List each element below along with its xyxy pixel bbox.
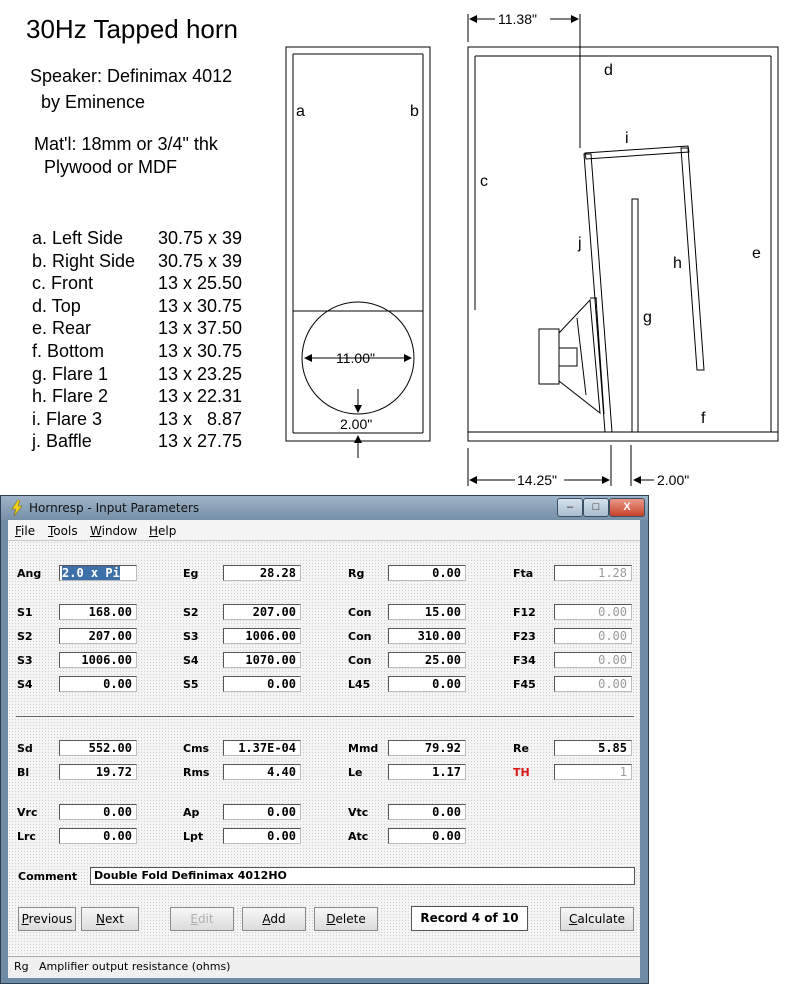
f12-label: F12 <box>513 606 536 619</box>
con1-label: Con <box>348 606 372 619</box>
sd-label: Sd <box>17 742 33 755</box>
part-dims: 13 x 23.25 <box>158 363 243 384</box>
re-label: Re <box>513 742 529 755</box>
speaker-line-1: Speaker: Definimax 4012 <box>30 66 233 86</box>
edit-button: Edit <box>170 907 234 931</box>
menu-help[interactable]: Help <box>149 524 177 538</box>
s3-label: S3 <box>183 630 199 643</box>
window-title: Hornresp - Input Parameters <box>29 501 200 515</box>
eg-field[interactable]: 28.28 <box>223 565 301 581</box>
atc-field[interactable]: 0.00 <box>388 828 466 844</box>
section-divider <box>16 716 634 717</box>
s2-field[interactable]: 207.00 <box>223 604 301 620</box>
cms-field[interactable]: 1.37E-04 <box>223 740 301 756</box>
vrc-field[interactable]: 0.00 <box>59 804 137 820</box>
lightning-icon <box>10 500 24 516</box>
ap-label: Ap <box>183 806 200 819</box>
dim-circle: 11.00" <box>336 350 375 366</box>
label-d: d <box>604 62 613 79</box>
part-dims: 13 x 25.50 <box>158 273 243 294</box>
s2b-field[interactable]: 207.00 <box>59 628 137 644</box>
part-dims: 30.75 x 39 <box>158 250 243 271</box>
dim-gap: 2.00" <box>340 416 373 432</box>
s3b-field[interactable]: 1006.00 <box>59 652 137 668</box>
label-e: e <box>752 245 761 262</box>
part-name: b. Right Side <box>32 250 136 271</box>
ang-label: Ang <box>17 567 42 580</box>
part-dims: 13 x 8.87 <box>158 408 243 429</box>
lpt-field[interactable]: 0.00 <box>223 828 301 844</box>
speaker-line-2: by Eminence <box>41 92 146 112</box>
f23-label: F23 <box>513 630 536 643</box>
drawing-title: 30Hz Tapped horn <box>26 14 239 44</box>
rms-label: Rms <box>183 766 210 779</box>
label-b: b <box>410 103 419 120</box>
label-a: a <box>296 103 305 120</box>
con1-field[interactable]: 15.00 <box>388 604 466 620</box>
s2-label: S2 <box>183 606 199 619</box>
part-dims: 13 x 27.75 <box>158 431 243 452</box>
part-name: i. Flare 3 <box>32 408 103 429</box>
f34-label: F34 <box>513 654 536 667</box>
con2-field[interactable]: 310.00 <box>388 628 466 644</box>
bl-label: Bl <box>17 766 30 779</box>
f34-field: 0.00 <box>554 652 632 668</box>
s3b-label: S3 <box>17 654 33 667</box>
part-name: a. Left Side <box>32 228 124 248</box>
material-line-1: Mat'l: 18mm or 3/4" thk <box>34 134 218 154</box>
material-line-2: Plywood or MDF <box>44 157 178 177</box>
vrc-label: Vrc <box>17 806 38 819</box>
label-h: h <box>673 255 682 272</box>
part-name: f. Bottom <box>32 341 105 361</box>
le-field[interactable]: 1.17 <box>388 764 466 780</box>
s4b-field[interactable]: 0.00 <box>59 676 137 692</box>
label-c: c <box>480 173 488 190</box>
flare-3-board <box>585 146 689 159</box>
part-name: g. Flare 1 <box>32 363 109 384</box>
dim-top-width: 11.38" <box>498 11 537 27</box>
label-g: g <box>643 309 652 326</box>
con3-field[interactable]: 25.00 <box>388 652 466 668</box>
f45-field: 0.00 <box>554 676 632 692</box>
s4-field[interactable]: 1070.00 <box>223 652 301 668</box>
ap-field[interactable]: 0.00 <box>223 804 301 820</box>
part-name: h. Flare 2 <box>32 386 109 407</box>
part-name: j. Baffle <box>32 431 92 452</box>
s3-field[interactable]: 1006.00 <box>223 628 301 644</box>
maximize-button[interactable]: □ <box>583 498 609 517</box>
ang-field[interactable]: 2.0 x Pi <box>59 565 137 581</box>
s1-label: S1 <box>17 606 33 619</box>
atc-label: Atc <box>348 830 369 843</box>
vtc-label: Vtc <box>348 806 369 819</box>
lrc-field[interactable]: 0.00 <box>59 828 137 844</box>
bl-field[interactable]: 19.72 <box>59 764 137 780</box>
label-j: j <box>578 235 582 252</box>
l45-field[interactable]: 0.00 <box>388 676 466 692</box>
window-titlebar[interactable] <box>1 496 648 520</box>
next-button[interactable]: Next <box>81 907 139 931</box>
rg-field[interactable]: 0.00 <box>388 565 466 581</box>
con2-label: Con <box>348 630 372 643</box>
add-button[interactable]: Add <box>242 907 306 931</box>
rg-label: Rg <box>348 567 365 580</box>
part-dims: 13 x 30.75 <box>158 341 243 361</box>
part-dims: 30.75 x 39 <box>158 228 243 248</box>
f23-field: 0.00 <box>554 628 632 644</box>
th-field: 1 <box>554 764 632 780</box>
lrc-label: Lrc <box>17 830 36 843</box>
l45-label: L45 <box>348 678 371 691</box>
cms-label: Cms <box>183 742 210 755</box>
menu-file[interactable]: File <box>15 524 36 538</box>
minimize-button[interactable]: – <box>557 498 583 517</box>
dim-bottom-width: 14.25" <box>517 472 558 488</box>
status-text: Amplifier output resistance (ohms) <box>39 960 231 973</box>
th-label: TH <box>513 766 530 779</box>
part-dims: 13 x 37.50 <box>158 318 243 339</box>
close-button[interactable]: X <box>609 498 645 517</box>
s1-field[interactable]: 168.00 <box>59 604 137 620</box>
mmd-field[interactable]: 79.92 <box>388 740 466 756</box>
label-f: f <box>701 410 706 427</box>
lpt-label: Lpt <box>183 830 204 843</box>
delete-button[interactable]: Delete <box>314 907 378 931</box>
menu-bar <box>8 520 640 541</box>
dim-bottom-gap: 2.00" <box>657 472 690 488</box>
sd-field[interactable]: 552.00 <box>59 740 137 756</box>
fta-field: 1.28 <box>554 565 632 581</box>
flare-2-board <box>681 148 704 370</box>
le-label: Le <box>348 766 363 779</box>
part-name: c. Front <box>32 273 94 294</box>
flare-1-board <box>632 199 638 432</box>
input-parameters-panel <box>8 520 640 977</box>
part-name: d. Top <box>32 295 81 316</box>
driver-icon <box>539 298 604 414</box>
f12-field: 0.00 <box>554 604 632 620</box>
vtc-field[interactable]: 0.00 <box>388 804 466 820</box>
hornresp-window <box>0 495 649 984</box>
eg-label: Eg <box>183 567 199 580</box>
menu-tools[interactable]: Tools <box>48 524 78 538</box>
fta-label: Fta <box>513 567 534 580</box>
f45-label: F45 <box>513 678 536 691</box>
con3-label: Con <box>348 654 372 667</box>
s4b-label: S4 <box>17 678 33 691</box>
part-dims: 13 x 30.75 <box>158 295 243 316</box>
calculate-button[interactable]: Calculate <box>560 907 634 931</box>
s5-label: S5 <box>183 678 199 691</box>
status-bar <box>8 956 640 978</box>
menu-window[interactable]: Window <box>90 524 138 538</box>
s5-field[interactable]: 0.00 <box>223 676 301 692</box>
front-panel-outline <box>468 47 778 441</box>
re-field[interactable]: 5.85 <box>554 740 632 756</box>
part-name: e. Rear <box>32 318 92 339</box>
status-param: Rg <box>14 960 29 973</box>
comment-label: Comment <box>18 870 78 883</box>
mmd-label: Mmd <box>348 742 379 755</box>
record-indicator: Record 4 of 10 <box>411 906 528 931</box>
part-dims: 13 x 22.31 <box>158 386 243 407</box>
s2b-label: S2 <box>17 630 33 643</box>
previous-button[interactable]: Previous <box>18 907 76 931</box>
label-i: i <box>625 130 629 147</box>
comment-field[interactable]: Double Fold Definimax 4012HO <box>90 867 635 885</box>
s4-label: S4 <box>183 654 199 667</box>
rms-field[interactable]: 4.40 <box>223 764 301 780</box>
